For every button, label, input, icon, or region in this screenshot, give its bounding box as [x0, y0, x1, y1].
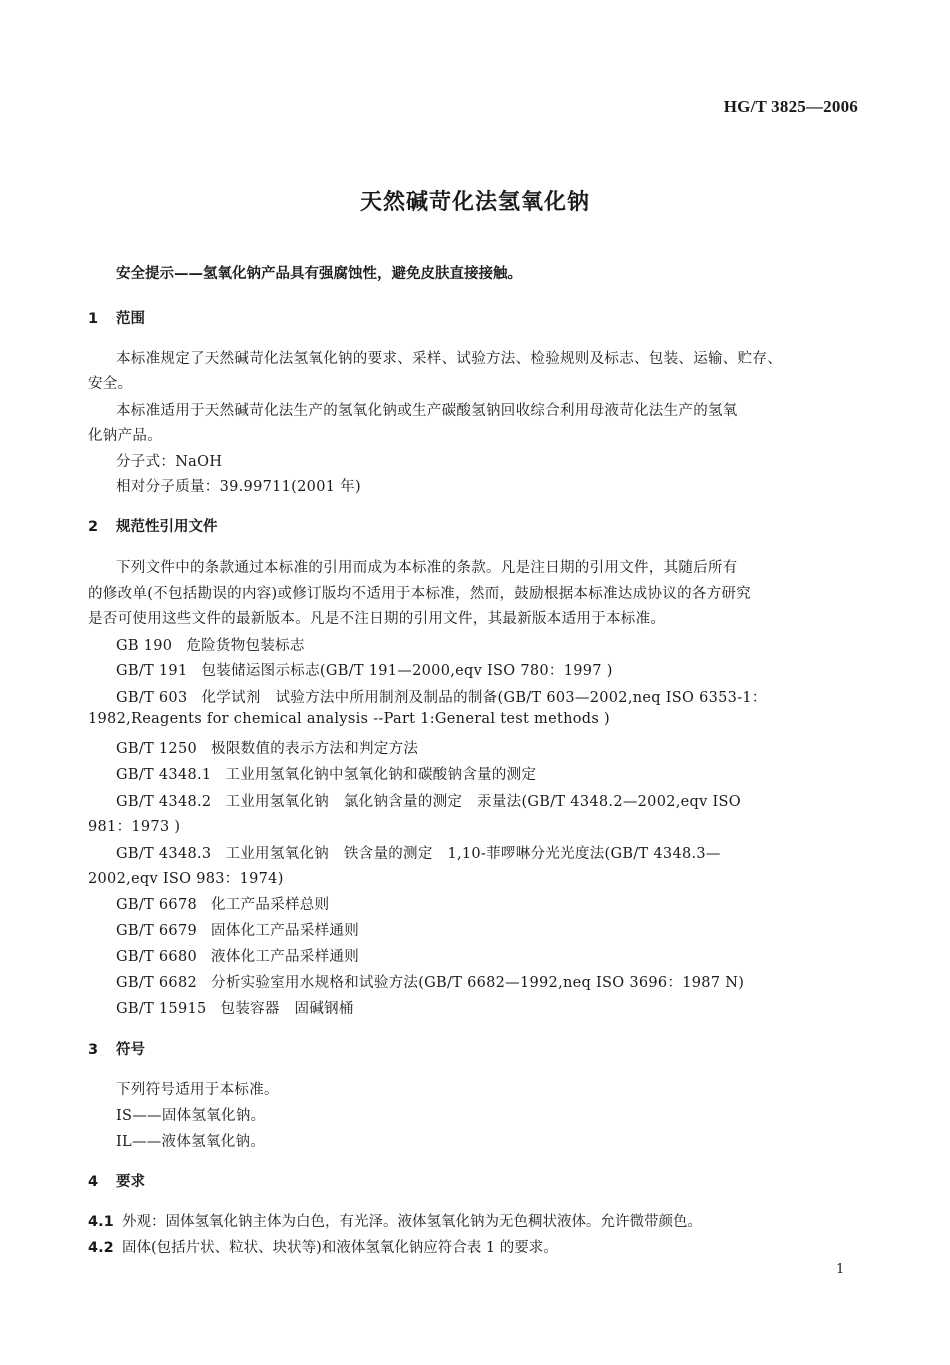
subsection-4-2 [88, 1236, 558, 1257]
reference-title: 工业用氢氧化钠中氢氧化钠和碳酸钠含量的测定 [225, 767, 537, 783]
reference-title: 包装储运图示标志(GB/T 191—2000,eqv ISO 780：1997 ) [201, 663, 613, 679]
section-title: 规范性引用文件 [116, 519, 218, 535]
reference-item [116, 737, 418, 758]
section-heading-1 [88, 307, 145, 328]
reference-title: 极限数值的表示方法和判定方法 [211, 741, 419, 757]
reference-code: GB 190 [116, 638, 173, 654]
safety-notice: 安全提示——氢氧化钠产品具有强腐蚀性，避免皮肤直接接触。 [116, 266, 522, 282]
reference-item [116, 686, 767, 707]
reference-item [116, 945, 359, 966]
section-title: 符号 [116, 1042, 145, 1058]
reference-title: 包装容器 固碱钢桶 [220, 1001, 354, 1017]
reference-item [116, 842, 721, 863]
reference-item [116, 971, 744, 992]
reference-code: GB/T 6682 [116, 975, 198, 991]
reference-title: 固体化工产品采样通则 [211, 923, 360, 939]
paragraph-line: 本标准适用于天然碱苛化法生产的氢氧化钠或生产碳酸氢钠回收综合利用母液苛化法生产的氢氧 [116, 403, 738, 419]
section-heading-3 [88, 1038, 145, 1059]
reference-code: GB/T 4348.2 [116, 794, 212, 810]
subsection-text: 外观：固体氢氧化钠主体为白色，有光泽。液体氢氧化钠为无色稠状液体。允许微带颜色。 [122, 1214, 702, 1230]
reference-title: 危险货物包装标志 [186, 638, 305, 654]
reference-code: GB/T 4348.3 [116, 846, 212, 862]
section-title: 要求 [116, 1174, 145, 1190]
section-number: 2 [88, 519, 99, 535]
reference-code: GB/T 603 [116, 690, 188, 706]
page-number: 1 [836, 1262, 845, 1277]
reference-code: GB/T 6678 [116, 897, 198, 913]
section-heading-4 [88, 1170, 145, 1191]
document-title: 天然碱苛化法氢氧化钠 [359, 190, 590, 215]
reference-code: GB/T 6680 [116, 949, 198, 965]
reference-title: 液体化工产品采样通则 [211, 949, 360, 965]
paragraph-line: 下列符号适用于本标准。 [116, 1082, 279, 1098]
symbol-definition: IL——液体氢氧化钠。 [116, 1134, 266, 1150]
subsection-text: 固体(包括片状、粒状、块状等)和液体氢氧化钠应符合表 1 的要求。 [122, 1240, 558, 1256]
paragraph-line: 安全。 [88, 376, 133, 392]
reference-continuation: 1982,Reagents for chemical analysis --Part 1:General test methods ) [88, 711, 610, 727]
reference-title: 化工产品采样总则 [211, 897, 330, 913]
reference-continuation: 981：1973 ) [88, 819, 181, 835]
subsection-number: 4.2 [88, 1240, 114, 1256]
subsection-number: 4.1 [88, 1214, 114, 1230]
reference-continuation: 2002,eqv ISO 983：1974) [88, 871, 284, 887]
section-title: 范围 [116, 311, 145, 327]
reference-item [116, 893, 329, 914]
paragraph-line: 化钠产品。 [88, 428, 162, 444]
section-number: 4 [88, 1174, 99, 1190]
reference-item [116, 634, 305, 655]
reference-title: 化学试剂 试验方法中所用制剂及制品的制备(GB/T 603—2002,neq ISO 6353-1： [201, 690, 767, 706]
section-number: 1 [88, 311, 99, 327]
reference-item [116, 790, 741, 811]
molecular-formula: 分子式：NaOH [116, 454, 223, 470]
paragraph-line: 的修改单(不包括勘误的内容)或修订版均不适用于本标准，然而，鼓励根据本标准达成协议的各方研究 [88, 586, 752, 602]
standard-number: HG/T 3825—2006 [723, 97, 858, 116]
reference-title: 工业用氢氧化钠 氯化钠含量的测定 汞量法(GB/T 4348.2—2002,eqv ISO [225, 794, 741, 810]
reference-item [116, 659, 613, 680]
reference-code: GB/T 1250 [116, 741, 198, 757]
symbol-definition: IS——固体氢氧化钠。 [116, 1108, 266, 1124]
reference-code: GB/T 191 [116, 663, 188, 679]
reference-item [116, 763, 536, 784]
reference-code: GB/T 4348.1 [116, 767, 212, 783]
reference-code: GB/T 15915 [116, 1001, 207, 1017]
reference-code: GB/T 6679 [116, 923, 198, 939]
molecular-mass: 相对分子质量：39.99711(2001 年) [116, 479, 361, 495]
paragraph-line: 下列文件中的条款通过本标准的引用而成为本标准的条款。凡是注日期的引用文件，其随后所有 [116, 560, 738, 576]
reference-item [116, 997, 354, 1018]
reference-title: 工业用氢氧化钠 铁含量的测定 1,10-菲啰啉分光光度法(GB/T 4348.3— [225, 846, 721, 862]
reference-title: 分析实验室用水规格和试验方法(GB/T 6682—1992,neq ISO 3696：1987 N) [211, 975, 745, 991]
section-number: 3 [88, 1042, 99, 1058]
paragraph-line: 是否可使用这些文件的最新版本。凡是不注日期的引用文件，其最新版本适用于本标准。 [88, 611, 666, 627]
subsection-4-1 [88, 1210, 702, 1231]
paragraph-line: 本标准规定了天然碱苛化法氢氧化钠的要求、采样、试验方法、检验规则及标志、包装、运输、贮存、 [116, 351, 782, 367]
reference-item [116, 919, 359, 940]
section-heading-2 [88, 515, 218, 536]
